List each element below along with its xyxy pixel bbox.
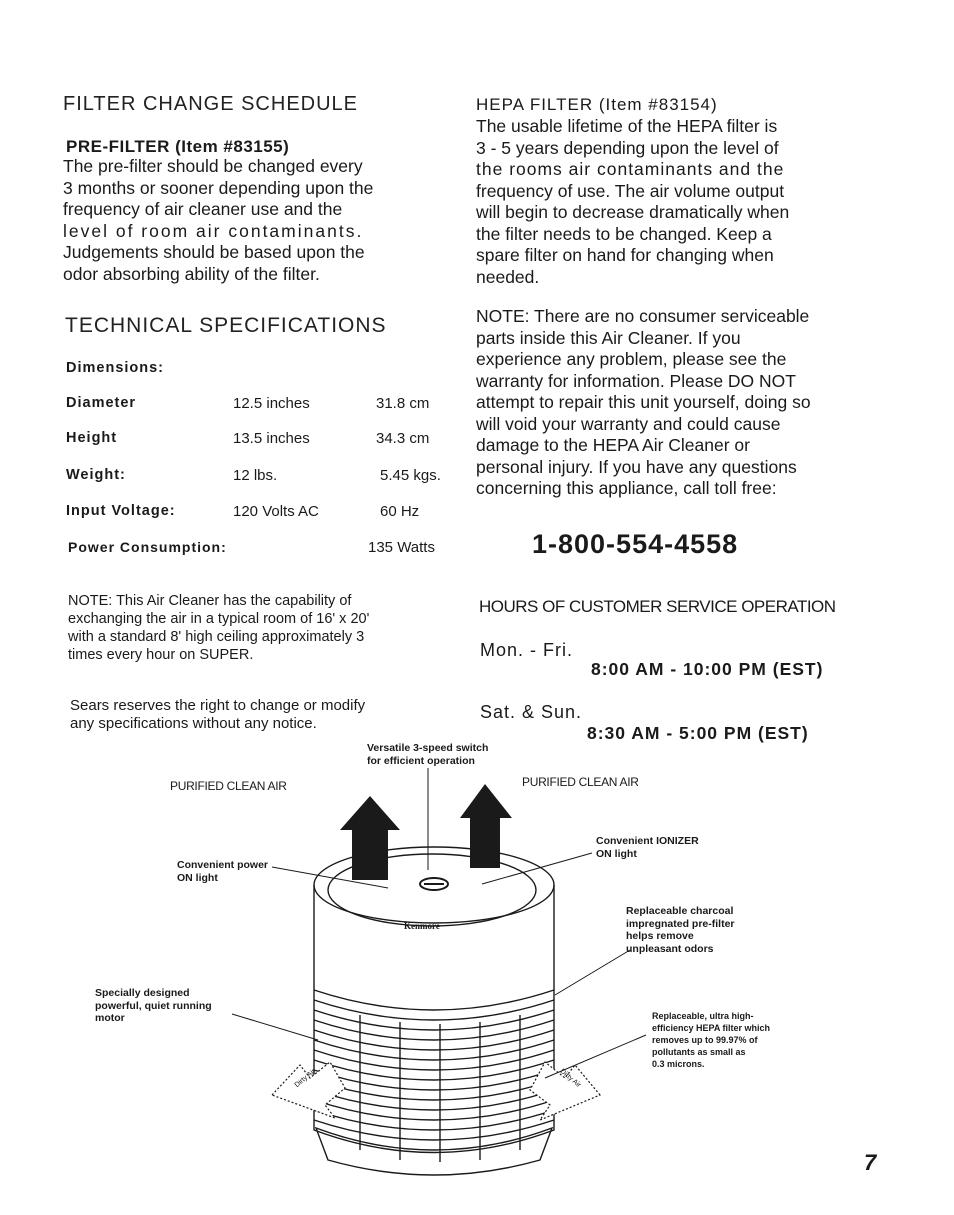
text-line: experience any problem, please see the bbox=[476, 349, 787, 369]
spec-metric: 5.45 kgs. bbox=[380, 467, 441, 484]
text-line: impregnated pre-filter bbox=[626, 917, 735, 930]
unit-body bbox=[314, 847, 554, 1175]
text-line: Specially designed bbox=[95, 987, 190, 999]
text-line: damage to the HEPA Air Cleaner or bbox=[476, 435, 750, 455]
hepa-filter-label bbox=[652, 1010, 770, 1070]
text-line: for efficient operation bbox=[367, 754, 475, 767]
switch-label bbox=[367, 742, 488, 767]
spec-label: Input Voltage: bbox=[66, 503, 176, 519]
text-line: personal injury. If you have any questions bbox=[476, 456, 797, 477]
text-line: parts inside this Air Cleaner. If you bbox=[476, 327, 741, 348]
text-line: NOTE: There are no consumer serviceable bbox=[476, 306, 810, 326]
spec-imperial: 12 lbs. bbox=[233, 467, 278, 484]
text-line: efficiency HEPA filter which bbox=[652, 1023, 771, 1033]
page-number: 7 bbox=[864, 1150, 877, 1175]
text-line: exchanging the air in a typical room of 16' x 20' bbox=[68, 611, 370, 627]
hepa-pleats bbox=[314, 990, 554, 1162]
spec-metric: 31.8 cm bbox=[376, 395, 430, 412]
dirty-air-text-right: Dirty Air bbox=[558, 1067, 582, 1090]
text-line: Judgements should be based upon the bbox=[63, 242, 365, 262]
text-line: any specifications without any notice. bbox=[70, 715, 317, 732]
text-line: pollutants as small as bbox=[652, 1047, 746, 1057]
purified-air-label-right: PURIFIED CLEAN AIR bbox=[522, 775, 639, 789]
text-line: level of room air contaminants. bbox=[63, 220, 364, 241]
text-line: will void your warranty and could cause bbox=[476, 413, 781, 434]
spec-metric: 34.3 cm bbox=[376, 430, 430, 447]
kenmore-logo: Kenmore bbox=[404, 921, 440, 931]
text-line: powerful, quiet running bbox=[95, 999, 212, 1012]
text-line: spare filter on hand for changing when bbox=[476, 245, 774, 265]
hours-heading: HOURS OF CUSTOMER SERVICE OPERATION bbox=[479, 597, 836, 616]
text-line: frequency of use. The air volume output bbox=[476, 180, 785, 201]
text-line: will begin to decrease dramatically when bbox=[476, 202, 790, 222]
text-line: warranty for information. Please DO NOT bbox=[476, 370, 796, 391]
weekend-hours: 8:30 AM - 5:00 PM (EST) bbox=[587, 723, 809, 743]
tech-spec-heading: TECHNICAL SPECIFICATIONS bbox=[65, 314, 387, 337]
spec-imperial: 120 Volts AC bbox=[233, 503, 319, 520]
text-line: frequency of air cleaner use and the bbox=[63, 199, 343, 219]
text-line: Versatile 3-speed switch bbox=[367, 742, 489, 754]
text-line: NOTE: This Air Cleaner has the capability of bbox=[68, 593, 352, 609]
power-label: Power Consumption: bbox=[68, 539, 227, 555]
text-line: removes up to 99.97% of bbox=[652, 1035, 758, 1045]
text-line: Replaceable, ultra high- bbox=[652, 1011, 754, 1021]
hepa-heading: HEPA FILTER (Item #83154) bbox=[476, 95, 718, 114]
charcoal-prefilter-label bbox=[626, 905, 735, 955]
prefilter-heading: PRE-FILTER (Item #83155) bbox=[66, 137, 290, 156]
text-line: with a standard 8' high ceiling approximately 3 bbox=[68, 629, 365, 645]
text-line: the filter needs to be changed. Keep a bbox=[476, 223, 772, 244]
text-line: ON light bbox=[596, 847, 637, 860]
text-line: odor absorbing ability of the filter. bbox=[63, 263, 320, 284]
spec-label: Weight: bbox=[66, 467, 126, 483]
text-line: the rooms air contaminants and the bbox=[476, 159, 785, 179]
text-line: ON light bbox=[177, 871, 218, 884]
spec-metric: 60 Hz bbox=[380, 503, 420, 520]
text-line: concerning this appliance, call toll free: bbox=[476, 478, 777, 498]
filter-change-heading: FILTER CHANGE SCHEDULE bbox=[63, 93, 359, 115]
dirty-air-text-left: Dirty Air bbox=[293, 1067, 317, 1090]
text-line: attempt to repair this unit yourself, doing so bbox=[476, 392, 811, 412]
spec-label: Height bbox=[66, 430, 118, 446]
ionizer-label bbox=[596, 835, 699, 860]
power-value: 135 Watts bbox=[368, 539, 435, 556]
text-line: 0.3 microns. bbox=[652, 1059, 705, 1069]
power-light-label bbox=[177, 859, 268, 884]
purified-air-arrow-left bbox=[340, 796, 400, 880]
text-line: Convenient IONIZER bbox=[596, 835, 699, 847]
text-line: motor bbox=[95, 1012, 125, 1024]
text-line: The usable lifetime of the HEPA filter is bbox=[476, 116, 778, 136]
text-line: 3 - 5 years depending upon the level of bbox=[476, 137, 779, 158]
spec-imperial: 12.5 inches bbox=[233, 395, 310, 412]
weekday-label: Mon. - Fri. bbox=[480, 640, 574, 660]
weekend-label: Sat. & Sun. bbox=[480, 702, 583, 722]
text-line: Convenient power bbox=[177, 859, 269, 871]
weekday-hours: 8:00 AM - 10:00 PM (EST) bbox=[591, 659, 824, 679]
spec-imperial: 13.5 inches bbox=[233, 430, 310, 447]
motor-label bbox=[95, 987, 212, 1025]
text-line: unpleasant odors bbox=[626, 942, 714, 955]
dimensions-label: Dimensions: bbox=[66, 360, 165, 376]
text-line: helps remove bbox=[626, 930, 694, 942]
text-line: needed. bbox=[476, 266, 540, 287]
text-line: Replaceable charcoal bbox=[626, 905, 734, 917]
text-line: The pre-filter should be changed every bbox=[63, 156, 363, 176]
text-line: times every hour on SUPER. bbox=[68, 647, 254, 663]
purified-air-label-left: PURIFIED CLEAN AIR bbox=[170, 779, 287, 793]
spec-label: Diameter bbox=[66, 395, 137, 411]
text-line: Sears reserves the right to change or modify bbox=[70, 697, 366, 714]
text-line: 3 months or sooner depending upon the bbox=[63, 177, 374, 198]
toll-free-phone[interactable]: 1-800-554-4558 bbox=[532, 529, 739, 559]
